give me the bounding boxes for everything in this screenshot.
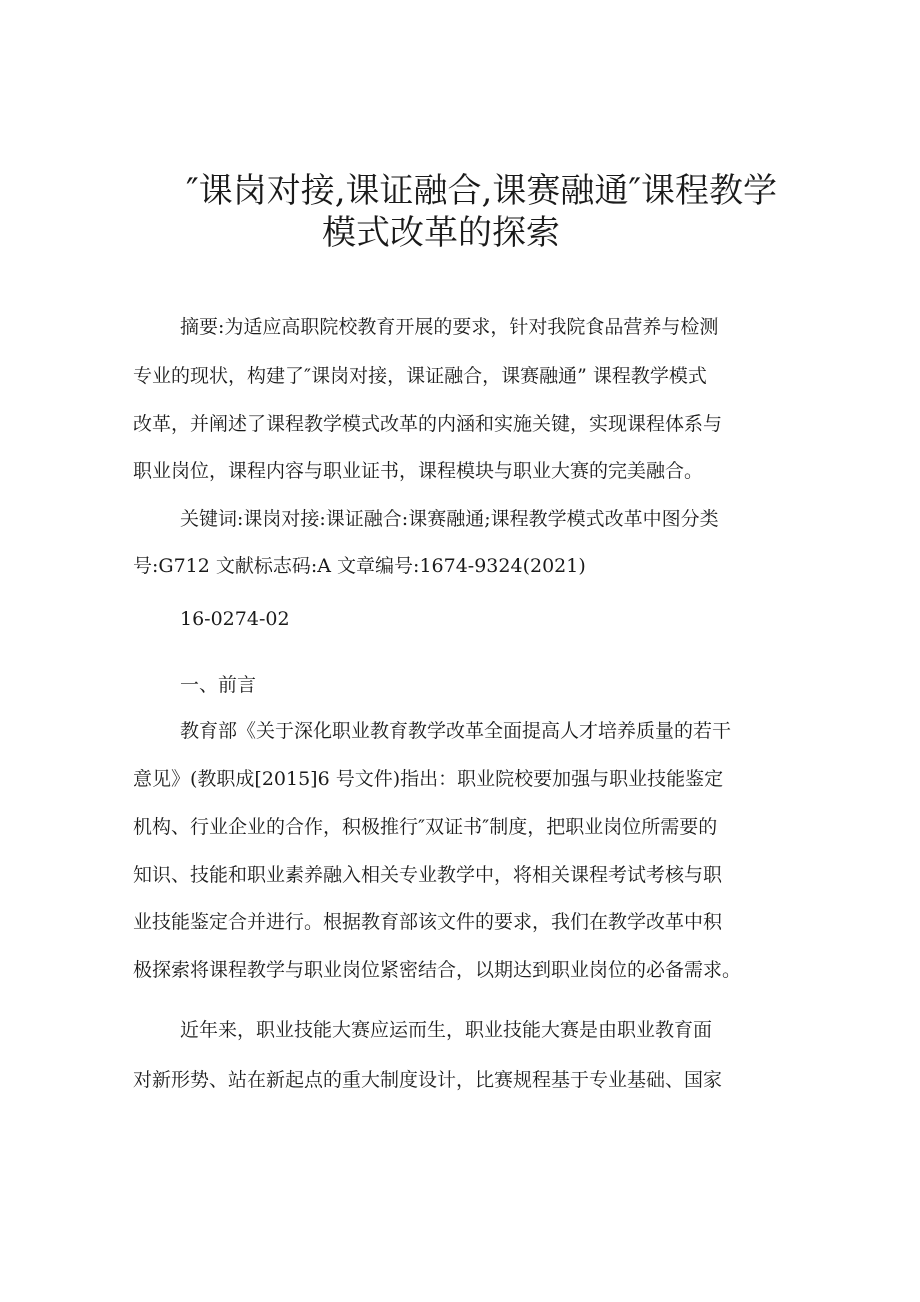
section-heading: 一、前言 [180, 674, 257, 696]
abstract-line: 改革，并阐述了课程教学模式改革的内涵和实施关键，实现课程体系与 [133, 413, 723, 435]
paragraph-line: 机构、行业企业的合作，积极推行″双证书″制度，把职业岗位所需要的 [133, 816, 718, 838]
paragraph-line: 近年来，职业技能大赛应运而生，职业技能大赛是由职业教育面 [180, 1019, 713, 1041]
paragraph-line: 业技能鉴定合并进行。根据教育部该文件的要求，我们在教学改革中积 [133, 911, 723, 933]
title-line-2: 模式改革的探索 [322, 213, 560, 253]
paragraph-line: 对新形势、站在新起点的重大制度设计，比赛规程基于专业基础、国家 [133, 1069, 723, 1091]
title-line-1: ″课岗对接,课证融合,课赛融通″课程教学 [186, 171, 778, 211]
paragraph-line: 知识、技能和职业素养融入相关专业教学中，将相关课程考试考核与职 [133, 864, 723, 886]
abstract-line: 专业的现状，构建了″课岗对接，课证融合，课赛融通” 课程教学模式 [133, 365, 707, 387]
paragraph-line: 意见》(教职成[2015]6 号文件)指出：职业院校要加强与职业技能鉴定 [133, 768, 724, 790]
paragraph-line: 教育部《关于深化职业教育教学改革全面提高人才培养质量的若干 [180, 720, 732, 742]
article-number-line: 16-0274-02 [180, 608, 290, 630]
paragraph-line: 极探索将课程教学与职业岗位紧密结合，以期达到职业岗位的必备需求。 [133, 959, 742, 981]
abstract-line: 摘要:为适应高职院校教育开展的要求，针对我院食品营养与检测 [180, 316, 719, 338]
keywords-line: 号:G712 文献标志码:A 文章编号:1674-9324(2021) [133, 555, 586, 577]
abstract-line: 职业岗位，课程内容与职业证书，课程模块与职业大赛的完美融合。 [133, 460, 704, 482]
keywords-line: 关键词:课岗对接:课证融合:课赛融通;课程教学模式改革中图分类 [180, 508, 719, 530]
